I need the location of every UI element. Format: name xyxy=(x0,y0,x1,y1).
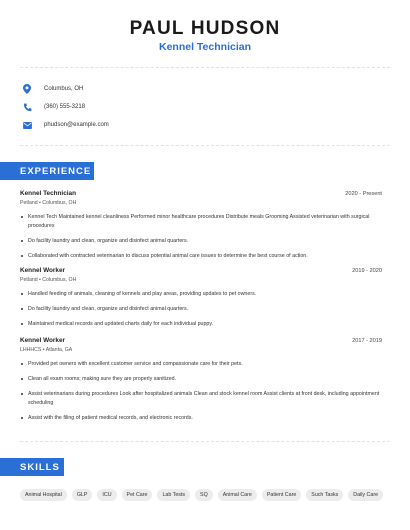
divider xyxy=(20,145,390,146)
job-bullet: Do facility laundry and clean, organize and disinfect animal quarters. xyxy=(20,237,382,246)
job-bullet: Provided pet owners with excellent customer service and compassionate care for their pets. xyxy=(20,360,382,369)
job-dates: 2017 - 2019 xyxy=(352,338,382,344)
job-company: LHHHCS • Atlanta, GA xyxy=(20,347,73,353)
job-title: Kennel Technician xyxy=(20,190,76,197)
candidate-name: PAUL HUDSON xyxy=(129,18,281,39)
contact-phone xyxy=(20,100,85,114)
skill-chip: ICU xyxy=(97,489,116,501)
job-company: Petland • Columbus, OH xyxy=(20,200,77,206)
job-bullet: Kennel Tech Maintained kennel cleanliness Performed minor healthcare procedures Distribute meals Grooming Assisted veterinarian with surgical procedures xyxy=(20,213,382,230)
phone-text: (360) 555-3218 xyxy=(44,104,86,110)
skill-chip: Animal Care xyxy=(218,489,257,501)
location-text: Columbus, OH xyxy=(44,86,84,92)
job-entry xyxy=(20,190,382,267)
job-bullet: Assist veterinarians during procedures Look after hospitalized animals Clean and stock kennel room Assist clients at front desk, including appointment scheduling xyxy=(20,390,382,407)
job-dates: 2020 - Present xyxy=(345,191,382,197)
skill-chip: Lab Tests xyxy=(157,489,190,501)
job-title: Kennel Worker xyxy=(20,267,65,274)
skill-chip: Animal Hospital xyxy=(20,489,67,501)
job-entry xyxy=(20,267,382,335)
phone-icon xyxy=(20,100,34,114)
skills-list xyxy=(20,489,390,501)
job-bullet: Maintained medical records and updated charts daily for each individual puppy. xyxy=(20,320,382,329)
job-bullet: Collaborated with contracted veterinarian to discuss potential animal care issues to determine the best course of action. xyxy=(20,252,382,261)
job-dates: 2019 - 2020 xyxy=(352,268,382,274)
contact-location xyxy=(20,82,83,96)
skill-chip: GLP xyxy=(72,489,93,501)
email-icon xyxy=(20,118,34,132)
job-title: Kennel Worker xyxy=(20,337,65,344)
section-experience: EXPERIENCE xyxy=(0,162,94,180)
email-text: phudson@example.com xyxy=(44,122,109,128)
skill-chip: Pet Care xyxy=(122,489,153,501)
candidate-role: Kennel Technician xyxy=(159,41,251,53)
location-pin-icon xyxy=(20,82,34,96)
job-bullet: Handled feeding of animals, cleaning of kennels and play areas, providing updates to pet owners. xyxy=(20,290,382,299)
section-skills: SKILLS xyxy=(0,458,64,476)
job-bullet: Assist with the filing of patient medical records, and electronic records. xyxy=(20,414,382,423)
job-bullet: Clean all exam rooms; making sure they are properly sanitized. xyxy=(20,375,382,384)
skill-chip: Patient Care xyxy=(262,489,301,501)
contact-email xyxy=(20,118,109,132)
divider xyxy=(20,67,390,68)
divider xyxy=(20,441,390,442)
skill-chip: SQ xyxy=(195,489,213,501)
skill-chip: Daily Care xyxy=(348,489,383,501)
job-entry xyxy=(20,337,382,429)
job-company: Petland • Columbus, OH xyxy=(20,277,77,283)
skill-chip: Such Tasks xyxy=(306,489,343,501)
job-bullet: Do facility laundry and clean, organize and disinfect animal quarters. xyxy=(20,305,382,314)
